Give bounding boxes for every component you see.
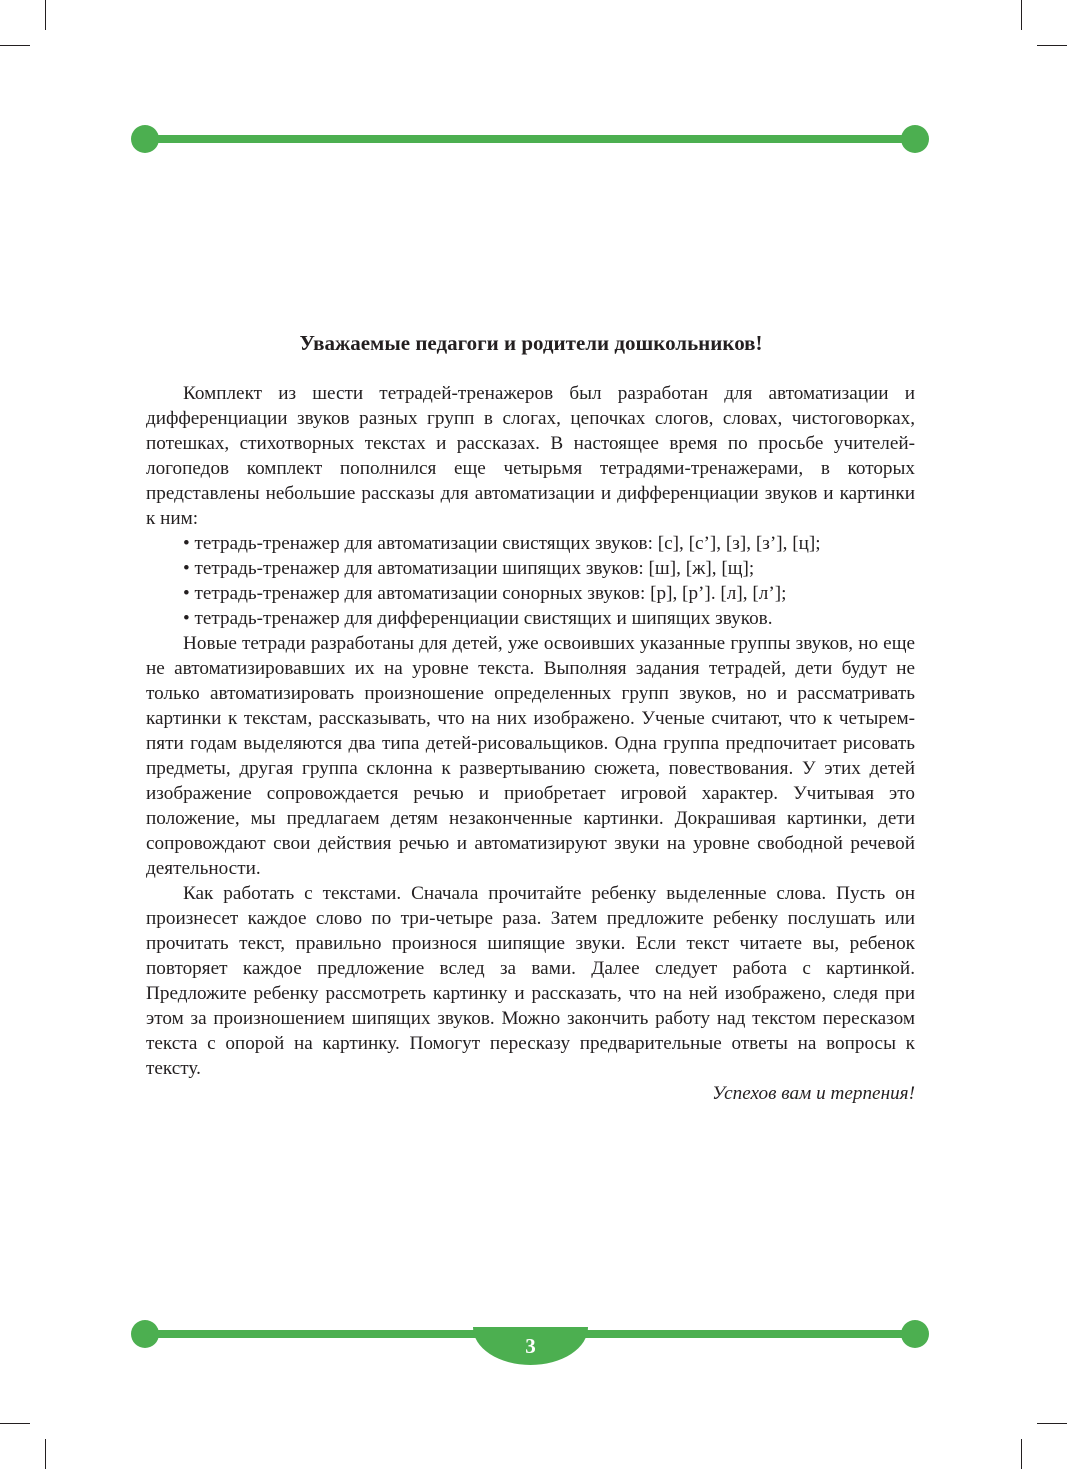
page-heading: Уважаемые педагоги и родители дошкольников! (299, 331, 763, 355)
crop-mark-top-right-h (1037, 45, 1067, 46)
crop-mark-bottom-left-v (45, 1439, 46, 1469)
list-item: • тетрадь-тренажер для дифференциации свистящих и шипящих звуков. (183, 608, 773, 629)
list-item: • тетрадь-тренажер для автоматизации сонорных звуков: [р], [р’]. [л], [л’]; (183, 583, 787, 604)
top-rule-bar (145, 135, 915, 143)
crop-mark-bottom-right-h (1037, 1423, 1067, 1424)
crop-mark-top-left-h (0, 45, 30, 46)
top-rule-left-dot (131, 125, 159, 153)
intro-paragraph: Комплект из шести тетрадей-тренажеров был разработан для автоматизации и дифференциации звуков разных групп в слогах, цепочках слогов, словах, чистоговорках, потешках, стихотворных текстах и рассказах. В настоящее время по просьбе учителей-логопедов комплект пополнился еще четырьмя тетрадями-тренажерами, в которых представлены небольшие рассказы для автоматизации и дифференциации звуков и картинки к ним: (146, 383, 915, 529)
bottom-rule-right-dot (901, 1320, 929, 1348)
top-rule-right-dot (901, 125, 929, 153)
crop-mark-bottom-left-h (0, 1423, 30, 1424)
crop-mark-bottom-right-v (1021, 1439, 1022, 1469)
notebook-list (146, 531, 915, 631)
closing-wish: Успехов вам и терпения! (712, 1083, 915, 1104)
crop-mark-top-left-v (45, 0, 46, 30)
crop-mark-top-right-v (1021, 0, 1022, 30)
body-text (146, 381, 915, 1106)
bottom-rule-left-dot (131, 1320, 159, 1348)
list-item: • тетрадь-тренажер для автоматизации шипящих звуков: [ш], [ж], [щ]; (183, 558, 755, 579)
new-notebooks-paragraph: Новые тетради разработаны для детей, уже освоивших указанные группы звуков, но еще не автоматизировавших их на уровне текста. Выполняя задания тетрадей, дети будут не только автоматизировать произношение определенных групп звуков, но и рассматривать картинки к текстам, рассказывать, что на них изображено. Ученые считают, что к четырем-пяти годам выделяются два типа детей-рисовальщиков. Одна группа предпочитает рисовать предметы, другая группа склонна к развертыванию сюжета, повествования. У этих детей изображение сопровождается речью и приобретает игровой характер. Учитывая это положение, мы предлагаем детям незаконченные картинки. Докрашивая картинки, дети сопровождают свои действия речью и автоматизируют звуки на уровне свободной речевой деятельности. (146, 633, 915, 879)
how-to-paragraph: Как работать с текстами. Сначала прочитайте ребенку выделенные слова. Пусть он произнесет каждое слово по три-четыре раза. Затем предложите ребенку послушать или прочитать текст, правильно произнося шипящие звуки. Если текст читаете вы, ребенок повторяет каждое предложение вслед за вами. Далее следует работа с картинкой. Предложите ребенку рассмотреть картинку и рассказать, что на ней изображено, следя при этом за произношением шипящих звуков. Можно закончить работу над текстом пересказом текста с опорой на картинку. Помогут пересказу предварительные ответы на вопросы к тексту. (146, 883, 915, 1079)
list-item: • тетрадь-тренажер для автоматизации свистящих звуков: [с], [с’], [з], [з’], [ц]; (183, 533, 821, 554)
page-number: 3 (473, 1327, 588, 1365)
